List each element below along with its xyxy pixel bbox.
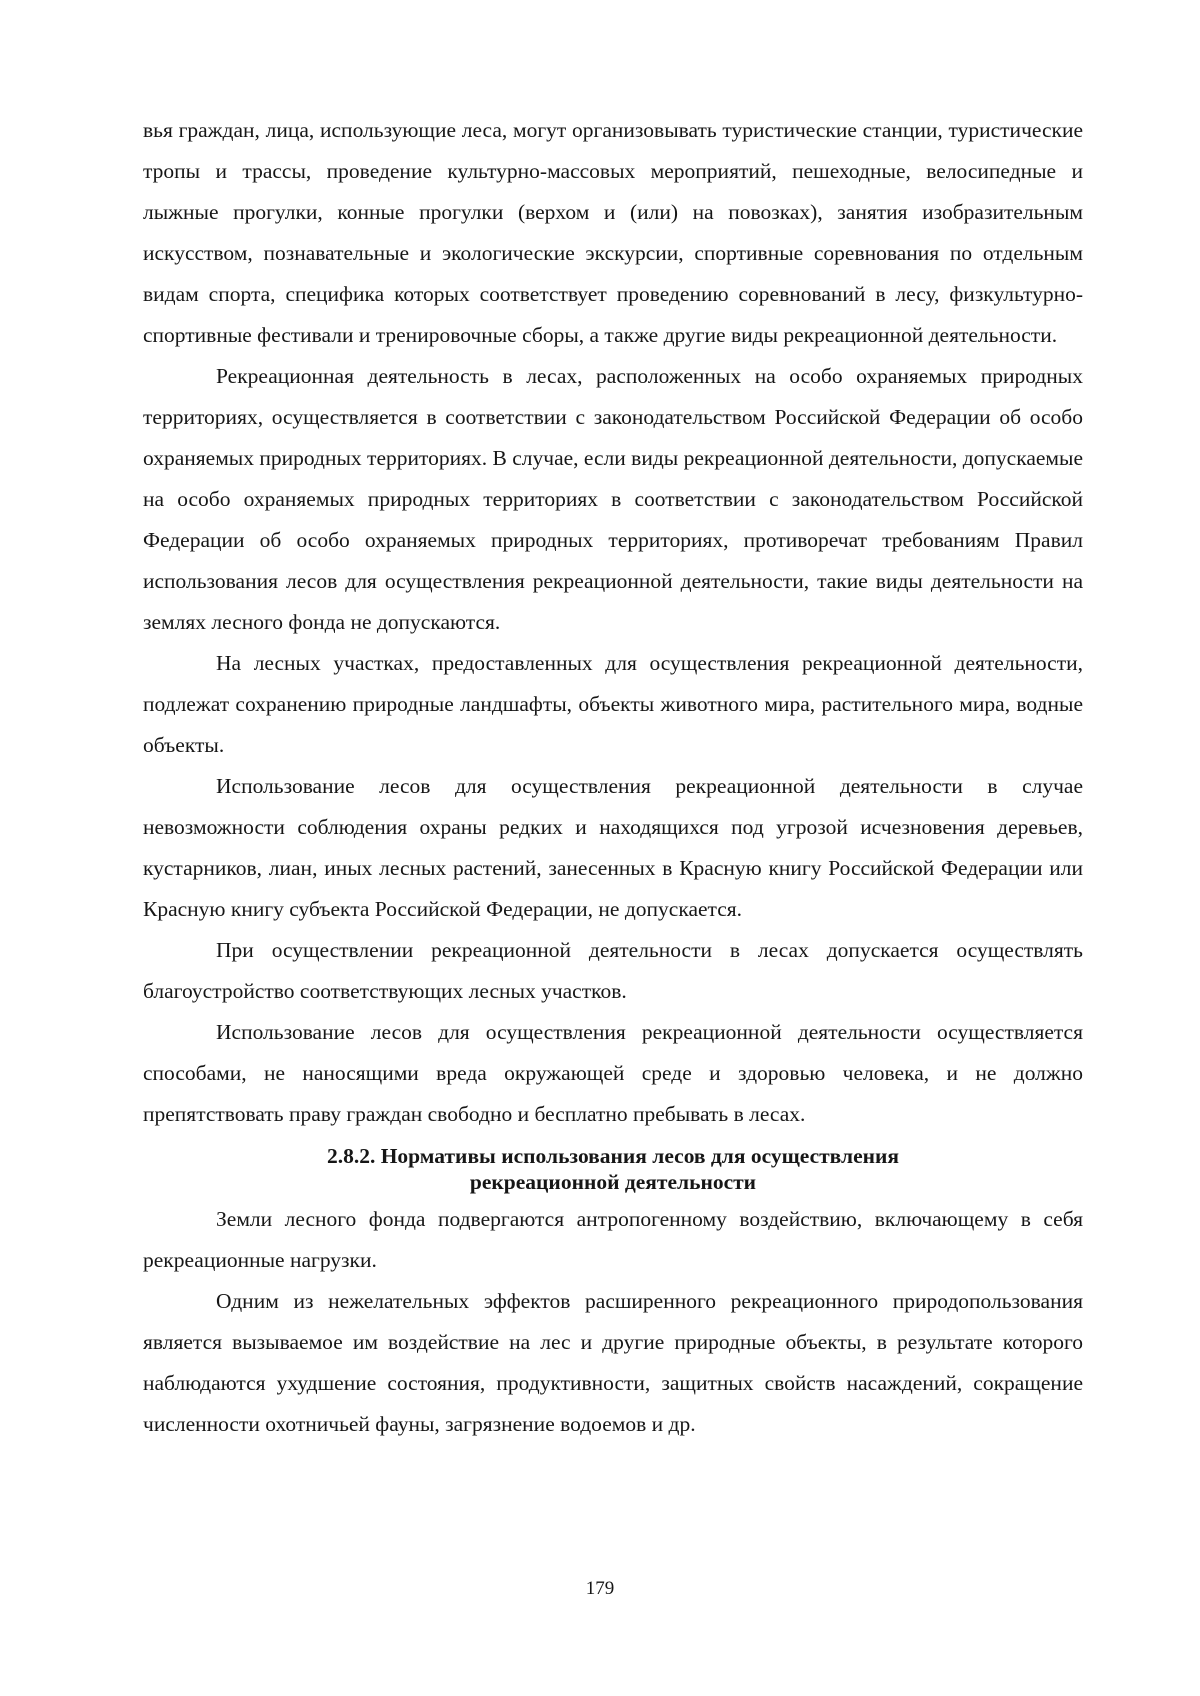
- section-heading-line-1: 2.8.2. Нормативы использования лесов для осуществления: [326, 1144, 900, 1168]
- paragraph-continuation: вья граждан, лица, использующие леса, могут организовывать туристические станции, туристические тропы и трассы, проведение культурно-массовых мероприятий, пешеходные, велосипедные и лыжные прогулки, конные прогулки (верхом и (или) на повозках), занятия изобразительным искусством, познавательные и экологические экскурсии, спортивные соревнования по отдельным видам спорта, специфика которых соответствует проведению соревнований в лесу, физкультурно-спортивные фестивали и тренировочные сборы, а также другие виды рекреационной деятельности.: [143, 118, 1083, 347]
- document-page: [143, 110, 1083, 1445]
- page-number: 179: [585, 1578, 615, 1599]
- paragraph-protected-territories: Рекреационная деятельность в лесах, расположенных на особо охраняемых природных территориях, осуществляется в соответствии с законодательством Российской Федерации об особо охраняемых природных территориях. В случае, если виды рекреационной деятельности, допускаемые на особо охраняемых природных территориях в соответствии с законодательством Российской Федерации об особо охраняемых природных территориях, противоречат требованиям Правил использования лесов для осуществления рекреационной деятельности, такие виды деятельности на землях лесного фонда не допускаются.: [143, 364, 1083, 634]
- paragraph-harmless-methods: Использование лесов для осуществления рекреационной деятельности осуществляется способами, не наносящими вреда окружающей среде и здоровью человека, и не должно препятствовать праву граждан свободно и бесплатно пребывать в лесах.: [143, 1020, 1083, 1126]
- paragraph-undesirable-effects: Одним из нежелательных эффектов расширенного рекреационного природопользования является вызываемое им воздействие на лес и другие природные объекты, в результате которого наблюдаются ухудшение состояния, продуктивности, защитных свойств насаждений, сокращение численности охотничьей фауны, загрязнение водоемов и др.: [143, 1289, 1083, 1436]
- section-heading: [143, 1143, 1083, 1195]
- paragraph-improvement: При осуществлении рекреационной деятельности в лесах допускается осуществлять благоустройство соответствующих лесных участков.: [143, 938, 1083, 1003]
- paragraph-anthropogenic-impact: Земли лесного фонда подвергаются антропогенному воздействию, включающему в себя рекреационные нагрузки.: [143, 1207, 1083, 1272]
- paragraph-landscape-preservation: На лесных участках, предоставленных для осуществления рекреационной деятельности, подлежат сохранению природные ландшафты, объекты животного мира, растительного мира, водные объекты.: [143, 651, 1083, 757]
- section-heading-line-2: рекреационной деятельности: [469, 1170, 757, 1194]
- paragraph-rare-species: Использование лесов для осуществления рекреационной деятельности в случае невозможности соблюдения охраны редких и находящихся под угрозой исчезновения деревьев, кустарников, лиан, иных лесных растений, занесенных в Красную книгу Российской Федерации или Красную книгу субъекта Российской Федерации, не допускается.: [143, 774, 1083, 921]
